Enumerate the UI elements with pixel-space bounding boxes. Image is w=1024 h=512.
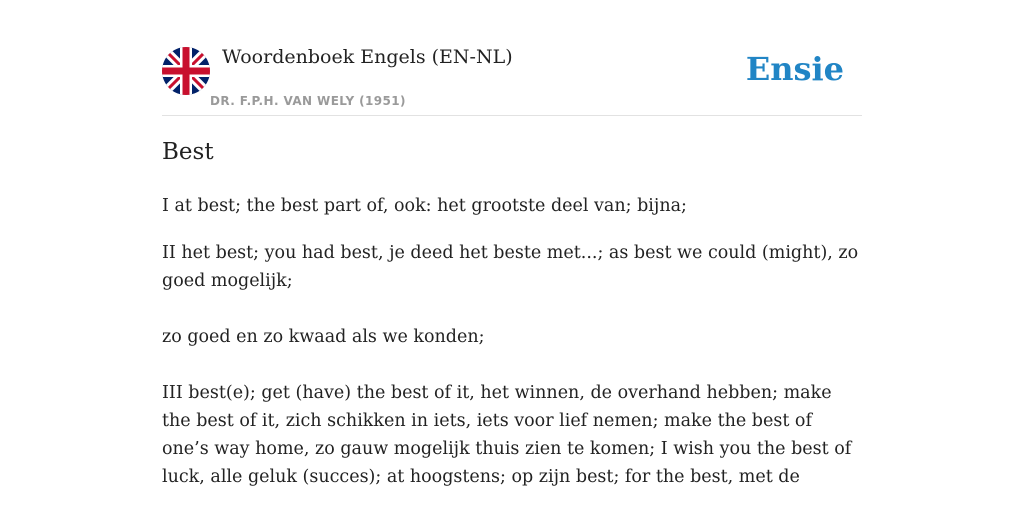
uk-flag-icon bbox=[162, 47, 210, 95]
dictionary-header bbox=[162, 44, 862, 116]
definition-paragraph-2: II het best; you had best, je deed het beste met...; as best we could (might), zo goed mogelijk; bbox=[162, 243, 859, 291]
entry-headword: Best bbox=[162, 139, 214, 165]
dictionary-card bbox=[162, 44, 862, 487]
definition-paragraph-4: III best(e); get (have) the best of it, het winnen, de overhand hebben; make the best of it, zich schikken in iets, iets voor lief nemen; make the best of one’s way home, zo gauw mogelijk thuis zien te komen; I wish you the best of luck, alle geluk (succes); at hoogstens; op zijn best; for the best, met de bbox=[162, 383, 852, 487]
definition-paragraph-3: zo goed en zo kwaad als we konden; bbox=[162, 327, 485, 347]
definition-paragraph-1: I at best; the best part of, ook: het grootste deel van; bijna; bbox=[162, 196, 687, 216]
ensie-logo[interactable]: Ensie bbox=[745, 50, 844, 88]
dictionary-author: DR. F.P.H. VAN WELY (1951) bbox=[210, 94, 406, 108]
dictionary-title[interactable]: Woordenboek Engels (EN-NL) bbox=[222, 46, 513, 68]
